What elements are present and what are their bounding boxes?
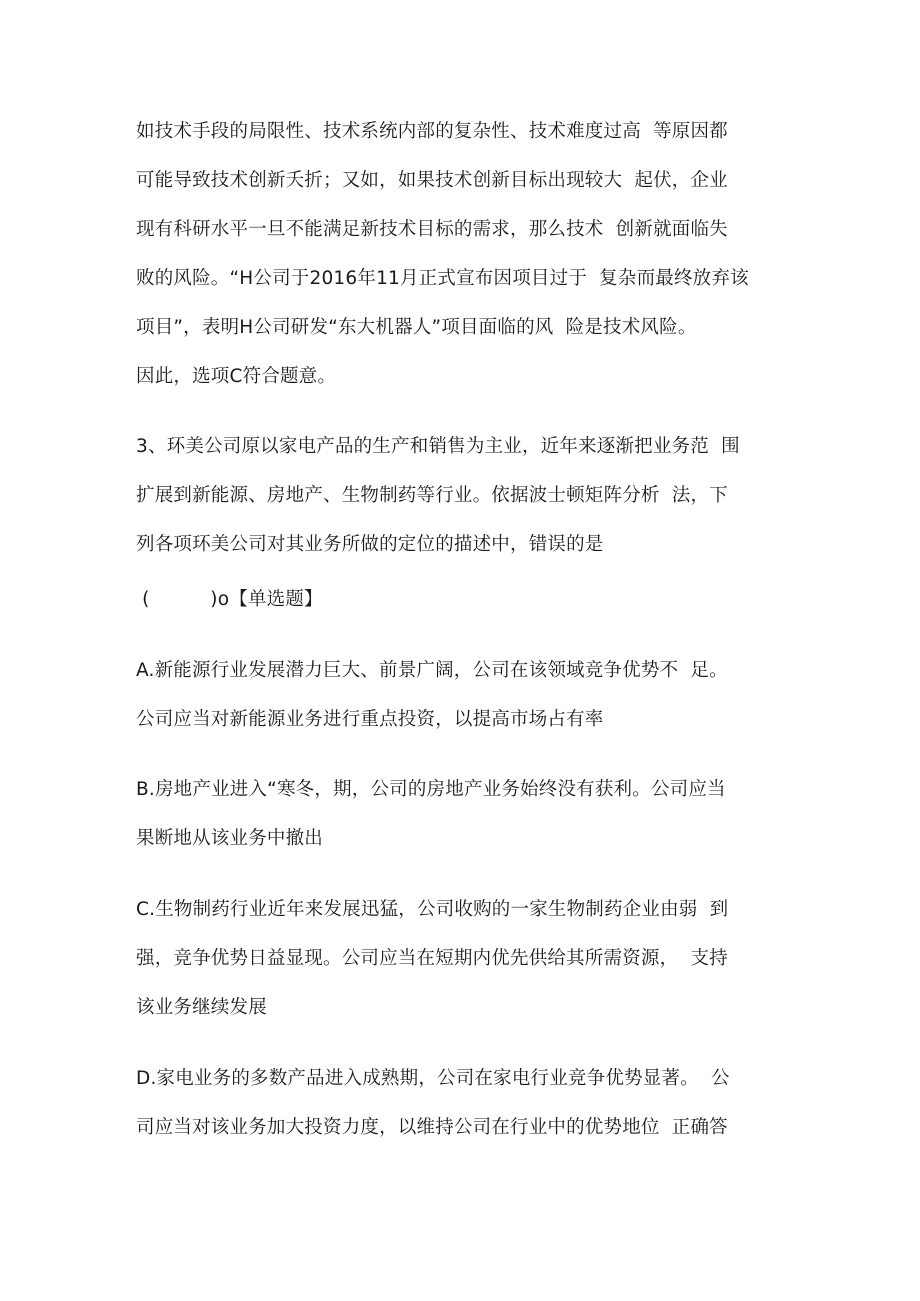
text-line: 现有科研水平一旦不能满足新技术目标的需求，那么技术 创新就面临失 [136, 219, 728, 240]
text-line: 项目”，表明H公司研发“东大机器人”项目面临的风 险是技术风险。 [136, 317, 697, 338]
text-line: 果断地从该业务中撤出 [136, 828, 324, 849]
text-line: 扩展到新能源、房地产、生物制药等行业。依据波士顿矩阵分析 法，下 [136, 485, 728, 506]
text-line: D.家电业务的多数产品进入成熟期，公司在家电行业竞争优势显著。 公 [136, 1068, 730, 1089]
text-line: C.生物制药行业近年来发展迅猛，公司收购的一家生物制药企业由弱 到 [136, 899, 729, 920]
text-line: A.新能源行业发展潜力巨大、前景广阔，公司在该领域竞争优势不 足。 [136, 660, 728, 681]
text-line: 司应当对该业务加大投资力度，以维持公司在行业中的优势地位 正确答 [136, 1117, 728, 1138]
text-line: 如技术手段的局限性、技术系统内部的复杂性、技术难度过高 等原因都 [136, 121, 728, 142]
text-line: 败的风险。“H公司于2016年11月正式宣布因项目过于 复杂而最终放弃该 [136, 268, 749, 289]
text-line: 强，竞争优势日益显现。公司应当在短期内优先供给其所需资源， 支持 [136, 948, 728, 969]
text-line: 可能导致技术创新夭折；又如，如果技术创新目标出现较大 起伏，企业 [136, 170, 728, 191]
text-line: B.房地产业进入“寒冬，期，公司的房地产业务始终没有获利。公司应当 [136, 779, 726, 800]
text-line: 该业务继续发展 [136, 997, 267, 1018]
text-line: 列各项环美公司对其业务所做的定位的描述中，错误的是 [136, 534, 604, 555]
text-line: 3、环美公司原以家电产品的生产和销售为主业，近年来逐渐把业务范 围 [136, 436, 740, 457]
text-line: 公司应当对新能源业务进行重点投资，以提高市场占有率 [136, 709, 604, 730]
question-type-line: ( )o【单选题】 [136, 589, 323, 610]
text-line: 因此，选项C符合题意。 [136, 366, 337, 387]
